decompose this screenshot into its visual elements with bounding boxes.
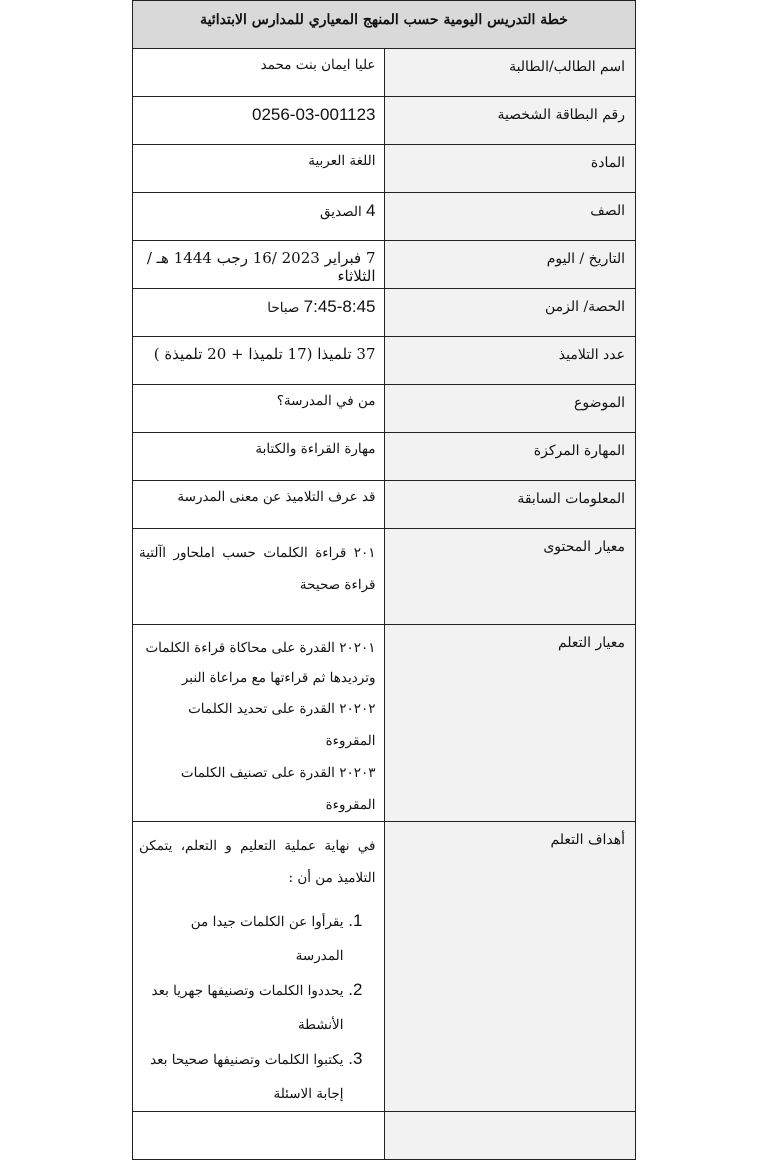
id-number-label: رقم البطاقة الشخصية	[384, 97, 636, 145]
row-content-standard	[133, 529, 636, 625]
learning-standard-cell	[133, 625, 385, 822]
content-standard-value: ٢٠١ قراءة الكلمات حسب املحاور اآلتية قراءة صحيحة	[139, 545, 376, 593]
learning-objectives-list	[139, 904, 376, 1111]
row-learning-standard	[133, 625, 636, 822]
class-name: الصديق	[320, 204, 362, 220]
row-next	[133, 1112, 636, 1160]
student-name-value: عليا ايمان بنت محمد	[133, 49, 385, 97]
students-count-value: 37 تلميذا (17 تلميذا + 20 تلميذة )	[133, 337, 385, 385]
row-student-name	[133, 49, 636, 97]
content-standard-label: معيار المحتوى	[384, 529, 636, 625]
student-name-label: اسم الطالب/الطالبة	[384, 49, 636, 97]
topic-value: من في المدرسة؟	[133, 385, 385, 433]
prior-knowledge-label: المعلومات السابقة	[384, 481, 636, 529]
next-row-value	[133, 1112, 385, 1160]
row-learning-objectives	[133, 822, 636, 1112]
row-students-count	[133, 337, 636, 385]
lesson-plan-document	[132, 0, 636, 1102]
period-time: 7:45-8:45	[303, 297, 376, 316]
learning-objectives-intro: في نهاية عملية التعليم و التعلم، يتمكن التلاميذ من أن :	[139, 838, 376, 886]
learning-standard-item: ٢٠٢٠٢ القدرة على تحديد الكلمات المقروءة	[188, 701, 376, 749]
row-subject	[133, 145, 636, 193]
id-number-value: 0256-03-001123	[251, 105, 376, 124]
learning-standard-item: ٢٠٢٠١ القدرة على محاكاة قراءة الكلمات وترديدها ثم قراءتها مع مراعاة النبر	[145, 640, 376, 686]
period-cell	[133, 289, 385, 337]
class-cell	[133, 193, 385, 241]
row-focus-skill	[133, 433, 636, 481]
row-topic	[133, 385, 636, 433]
id-number-cell	[133, 97, 385, 145]
objective-item: 3. يكتبوا الكلمات وتصنيفها صحيحا بعد إجابة الاسئلة	[139, 1042, 344, 1111]
row-prior-knowledge	[133, 481, 636, 529]
learning-standard-label: معيار التعلم	[384, 625, 636, 822]
prior-knowledge-value: قد عرف التلاميذ عن معنى المدرسة	[133, 481, 385, 529]
class-number: 4	[366, 201, 376, 220]
objective-item: 2. يحددوا الكلمات وتصنيفها جهريا بعد الأنشطة	[139, 973, 344, 1042]
learning-objectives-label: أهداف التعلم	[384, 822, 636, 1112]
row-date	[133, 241, 636, 289]
class-label: الصف	[384, 193, 636, 241]
row-period	[133, 289, 636, 337]
subject-value: اللغة العربية	[133, 145, 385, 193]
learning-objectives-cell	[133, 822, 385, 1112]
focus-skill-label: المهارة المركزة	[384, 433, 636, 481]
lesson-plan-table	[132, 0, 636, 1160]
document-title: خطة التدريس اليومية حسب المنهج المعياري للمدارس الابتدائية	[133, 1, 636, 49]
period-suffix: صباحا	[267, 300, 300, 316]
objective-item: 1. يقرأوا عن الكلمات جيدا من المدرسة	[139, 904, 344, 973]
focus-skill-value: مهارة القراءة والكتابة	[133, 433, 385, 481]
next-row-label	[384, 1112, 636, 1160]
content-standard-cell	[133, 529, 385, 625]
students-count-label: عدد التلاميذ	[384, 337, 636, 385]
date-value: 7 فبراير 2023 /16 رجب 1444 هـ / الثلاثاء	[133, 241, 385, 289]
row-class	[133, 193, 636, 241]
topic-label: الموضوع	[384, 385, 636, 433]
row-id-number	[133, 97, 636, 145]
subject-label: المادة	[384, 145, 636, 193]
learning-standard-item: ٢٠٢٠٣ القدرة على تصنيف الكلمات المقروءة	[180, 765, 376, 813]
period-label: الحصة/ الزمن	[384, 289, 636, 337]
date-label: التاريخ / اليوم	[384, 241, 636, 289]
